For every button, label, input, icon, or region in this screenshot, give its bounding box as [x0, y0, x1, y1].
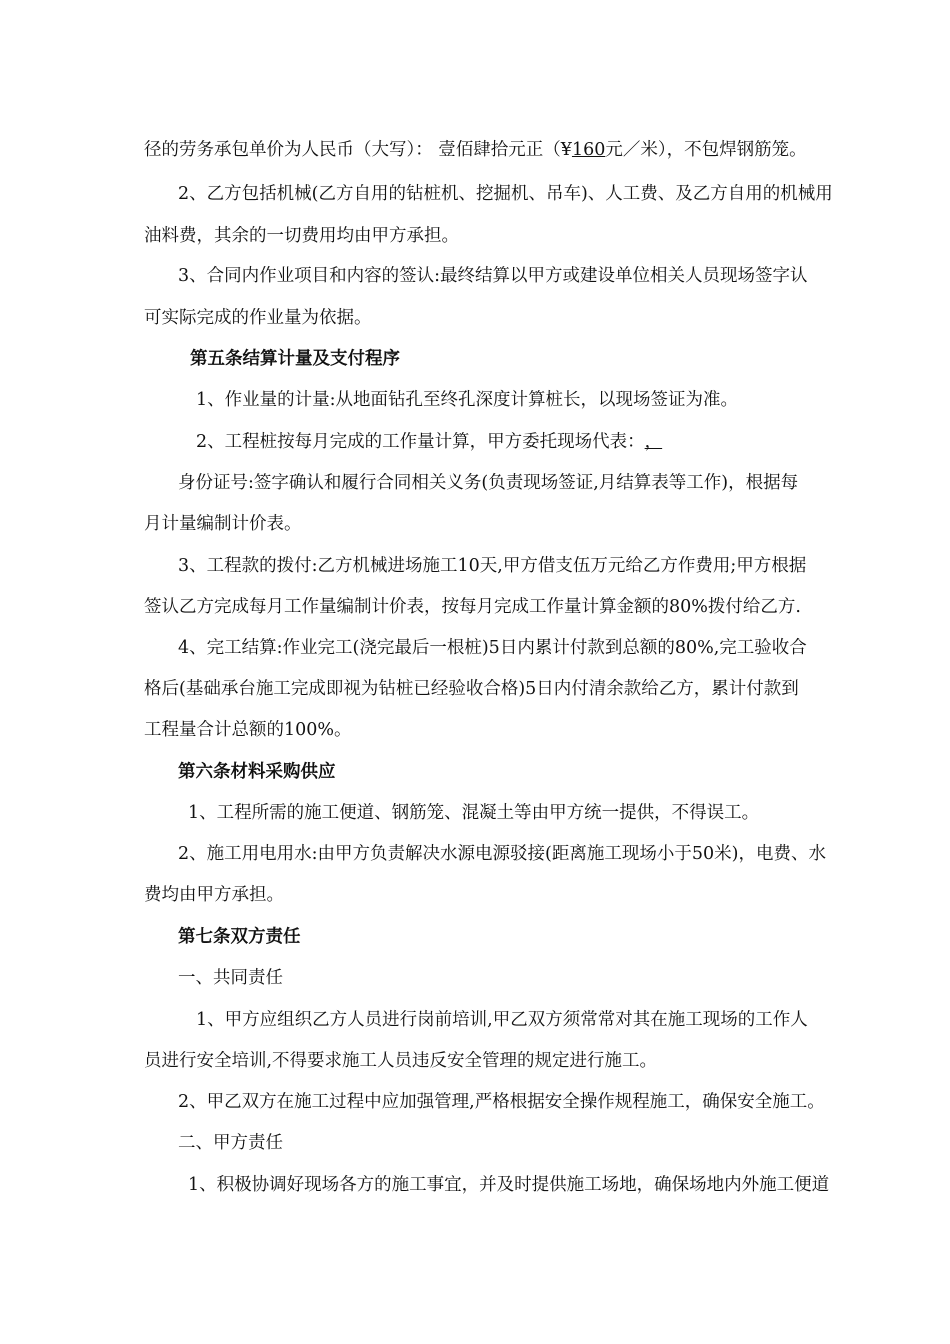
text-line: 3、工程款的拨付:乙方机械进场施工10天,甲方借支伍万元给乙方作费用;甲方根据	[178, 556, 807, 576]
text-line: 1、甲方应组织乙方人员进行岗前培训,甲乙双方须常常对其在施工现场的工作人	[196, 1010, 808, 1030]
text-line: 1、作业量的计量:从地面钻孔至终孔深度计算桩长，以现场签证为准。	[196, 390, 739, 410]
text-line: 2、施工用电用水:由甲方负责解决水源电源驳接(距离施工现场小于50米)，电费、水	[178, 844, 826, 864]
text-line: 可实际完成的作业量为依据。	[144, 308, 372, 328]
text-line: 员进行安全培训,不得要求施工人员违反安全管理的规定进行施工。	[144, 1051, 658, 1071]
text-segment: 2、工程桩按每月完成的工作量计算，甲方委托现场代表：	[196, 432, 645, 452]
text-line	[196, 430, 667, 454]
section-heading: 第六条材料采购供应	[178, 762, 336, 782]
text-line: 1、工程所需的施工便道、钢筋笼、混凝土等由甲方统一提供，不得误工。	[188, 803, 760, 823]
subsection-heading: 一、共同责任	[178, 968, 283, 988]
text-segment: 元／米），不包焊钢筋笼。	[605, 140, 807, 160]
text-line: 3、合同内作业项目和内容的签认:最终结算以甲方或建设单位相关人员现场签字认	[178, 266, 808, 286]
text-line: 2、甲乙双方在施工过程中应加强管理,严格根据安全操作规程施工，确保安全施工。	[178, 1092, 825, 1112]
text-line: 4、完工结算:作业完工(浇完最后一根桩)5日内累计付款到总额的80%,完工验收合	[178, 638, 807, 658]
text-line	[144, 138, 807, 162]
text-line: 费均由甲方承担。	[144, 885, 284, 905]
text-line: 工程量合计总额的100%。	[144, 720, 352, 740]
price-amount: 160	[571, 140, 606, 160]
section-heading: 第五条结算计量及支付程序	[190, 349, 400, 369]
subsection-heading: 二、甲方责任	[178, 1133, 283, 1153]
text-line: 签认乙方完成每月工作量编制计价表，按每月完成工作量计算金额的80%拨付给乙方.	[144, 597, 801, 617]
representative-blank: ，	[644, 432, 663, 452]
text-line: 月计量编制计价表。	[144, 514, 302, 534]
text-line: 格后(基础承台施工完成即视为钻桩已经验收合格)5日内付清余款给乙方，累计付款到	[144, 679, 799, 699]
text-line: 1、积极协调好现场各方的施工事宜，并及时提供施工场地，确保场地内外施工便道	[188, 1175, 830, 1195]
text-line: 2、乙方包括机械(乙方自用的钻桩机、挖掘机、吊车)、人工费、及乙方自用的机械用	[178, 184, 833, 204]
text-segment: 径的劳务承包单价为人民币（大写）： 壹佰肆拾元正（¥	[144, 140, 572, 160]
text-line: 油料费，其余的一切费用均由甲方承担。	[144, 226, 459, 246]
text-line: 身份证号:签字确认和履行合同相关义务(负责现场签证,月结算表等工作)，根据每	[178, 473, 799, 493]
section-heading: 第七条双方责任	[178, 927, 301, 947]
